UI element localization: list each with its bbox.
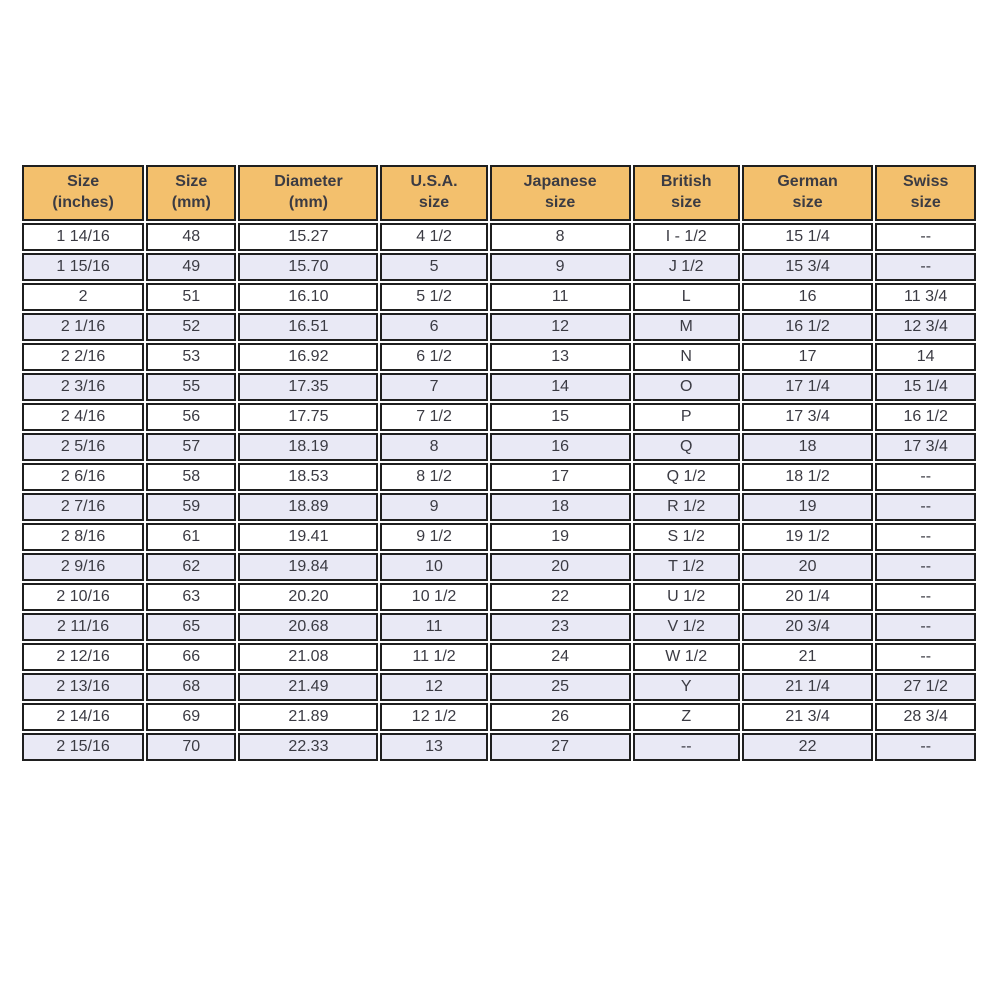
cell-swiss-size: -- [875,613,976,641]
cell-diameter-mm: 17.75 [238,403,378,431]
cell-u-s-a-size: 4 1/2 [380,223,487,251]
table-row [22,253,976,281]
cell-german-size: 21 [742,643,874,671]
cell-german-size: 15 1/4 [742,223,874,251]
cell-swiss-size: 11 3/4 [875,283,976,311]
cell-u-s-a-size: 7 [380,373,487,401]
table-row [22,403,976,431]
cell-diameter-mm: 16.92 [238,343,378,371]
cell-german-size: 17 [742,343,874,371]
cell-size-inches: 2 12/16 [22,643,144,671]
cell-japanese-size: 23 [490,613,631,641]
cell-u-s-a-size: 11 [380,613,487,641]
cell-u-s-a-size: 10 [380,553,487,581]
cell-size-mm: 69 [146,703,236,731]
cell-size-mm: 61 [146,523,236,551]
cell-british-size: P [633,403,740,431]
column-header-japanese-size [490,165,631,221]
ring-size-conversion-table [20,163,978,763]
cell-size-mm: 49 [146,253,236,281]
cell-size-inches: 2 6/16 [22,463,144,491]
table-row [22,493,976,521]
column-header-u-s-a-size [380,165,487,221]
column-header-size-inches [22,165,144,221]
cell-swiss-size: -- [875,643,976,671]
column-header-line: size [418,194,450,211]
cell-swiss-size: -- [875,553,976,581]
cell-diameter-mm: 21.89 [238,703,378,731]
cell-swiss-size: -- [875,223,976,251]
cell-size-mm: 52 [146,313,236,341]
cell-british-size: L [633,283,740,311]
cell-german-size: 16 1/2 [742,313,874,341]
cell-swiss-size: -- [875,493,976,521]
cell-size-inches: 2 11/16 [22,613,144,641]
cell-diameter-mm: 19.84 [238,553,378,581]
cell-size-inches: 2 1/16 [22,313,144,341]
cell-size-inches: 1 15/16 [22,253,144,281]
column-header-size-mm [146,165,236,221]
cell-size-mm: 53 [146,343,236,371]
cell-u-s-a-size: 12 [380,673,487,701]
cell-diameter-mm: 17.35 [238,373,378,401]
cell-swiss-size: 15 1/4 [875,373,976,401]
cell-u-s-a-size: 9 [380,493,487,521]
cell-size-inches: 2 14/16 [22,703,144,731]
cell-size-mm: 57 [146,433,236,461]
cell-u-s-a-size: 9 1/2 [380,523,487,551]
cell-british-size: T 1/2 [633,553,740,581]
cell-diameter-mm: 15.70 [238,253,378,281]
column-header-line: Swiss [903,173,949,191]
cell-u-s-a-size: 10 1/2 [380,583,487,611]
cell-japanese-size: 16 [490,433,631,461]
cell-size-mm: 58 [146,463,236,491]
header-row [22,165,976,221]
cell-diameter-mm: 16.51 [238,313,378,341]
table-row [22,673,976,701]
column-header-line: size [910,194,941,211]
table-row [22,433,976,461]
cell-u-s-a-size: 6 [380,313,487,341]
cell-size-inches: 2 15/16 [22,733,144,761]
cell-german-size: 15 3/4 [742,253,874,281]
cell-size-mm: 59 [146,493,236,521]
cell-german-size: 20 1/4 [742,583,874,611]
cell-german-size: 20 [742,553,874,581]
cell-british-size: Q [633,433,740,461]
column-header-line: British [660,173,712,191]
column-header-line: (inches) [52,194,114,211]
table-row [22,313,976,341]
cell-size-mm: 65 [146,613,236,641]
table-row [22,613,976,641]
cell-japanese-size: 14 [490,373,631,401]
cell-diameter-mm: 16.10 [238,283,378,311]
cell-german-size: 19 [742,493,874,521]
cell-japanese-size: 20 [490,553,631,581]
table-body [22,223,976,761]
cell-british-size: N [633,343,740,371]
cell-size-inches: 2 10/16 [22,583,144,611]
table-row [22,703,976,731]
cell-swiss-size: 28 3/4 [875,703,976,731]
cell-british-size: V 1/2 [633,613,740,641]
cell-british-size: U 1/2 [633,583,740,611]
column-header-line: Japanese [523,173,597,191]
cell-german-size: 16 [742,283,874,311]
cell-british-size: O [633,373,740,401]
column-header-line: (mm) [171,194,211,211]
cell-german-size: 17 3/4 [742,403,874,431]
cell-german-size: 21 3/4 [742,703,874,731]
cell-swiss-size: -- [875,583,976,611]
cell-british-size: -- [633,733,740,761]
cell-british-size: R 1/2 [633,493,740,521]
cell-u-s-a-size: 13 [380,733,487,761]
column-header-line: German [777,173,838,191]
cell-u-s-a-size: 5 1/2 [380,283,487,311]
table-row [22,223,976,251]
table-row [22,373,976,401]
cell-u-s-a-size: 11 1/2 [380,643,487,671]
cell-swiss-size: 12 3/4 [875,313,976,341]
cell-size-inches: 2 5/16 [22,433,144,461]
table-row [22,553,976,581]
cell-german-size: 18 [742,433,874,461]
column-header-line: size [792,194,823,211]
cell-british-size: Z [633,703,740,731]
cell-diameter-mm: 20.20 [238,583,378,611]
cell-german-size: 18 1/2 [742,463,874,491]
cell-swiss-size: -- [875,253,976,281]
cell-diameter-mm: 15.27 [238,223,378,251]
cell-japanese-size: 15 [490,403,631,431]
table-header [22,165,976,221]
cell-german-size: 20 3/4 [742,613,874,641]
cell-swiss-size: 27 1/2 [875,673,976,701]
cell-swiss-size: -- [875,463,976,491]
table-row [22,343,976,371]
cell-diameter-mm: 19.41 [238,523,378,551]
cell-british-size: J 1/2 [633,253,740,281]
cell-diameter-mm: 18.89 [238,493,378,521]
column-header-line: U.S.A. [410,173,458,191]
cell-u-s-a-size: 8 1/2 [380,463,487,491]
cell-japanese-size: 24 [490,643,631,671]
column-header-swiss-size [875,165,976,221]
cell-size-inches: 2 [22,283,144,311]
column-header-german-size [742,165,874,221]
column-header-line: size [545,194,576,211]
cell-u-s-a-size: 6 1/2 [380,343,487,371]
table-row [22,523,976,551]
cell-size-inches: 2 3/16 [22,373,144,401]
cell-german-size: 19 1/2 [742,523,874,551]
cell-japanese-size: 19 [490,523,631,551]
cell-size-mm: 55 [146,373,236,401]
column-header-diameter-mm [238,165,378,221]
cell-swiss-size: -- [875,733,976,761]
cell-diameter-mm: 21.49 [238,673,378,701]
cell-diameter-mm: 20.68 [238,613,378,641]
cell-size-inches: 2 2/16 [22,343,144,371]
cell-british-size: Y [633,673,740,701]
cell-size-inches: 2 13/16 [22,673,144,701]
cell-german-size: 17 1/4 [742,373,874,401]
table-row [22,733,976,761]
cell-british-size: Q 1/2 [633,463,740,491]
column-header-line: (mm) [288,194,328,211]
cell-japanese-size: 26 [490,703,631,731]
cell-size-inches: 2 9/16 [22,553,144,581]
table-row [22,463,976,491]
cell-size-mm: 66 [146,643,236,671]
cell-swiss-size: -- [875,523,976,551]
cell-german-size: 22 [742,733,874,761]
column-header-line: size [671,194,702,211]
cell-german-size: 21 1/4 [742,673,874,701]
cell-swiss-size: 16 1/2 [875,403,976,431]
column-header-line: Size [67,173,100,191]
cell-british-size: M [633,313,740,341]
cell-japanese-size: 9 [490,253,631,281]
column-header-line: Size [175,173,208,191]
table-row [22,643,976,671]
cell-british-size: S 1/2 [633,523,740,551]
cell-japanese-size: 22 [490,583,631,611]
cell-japanese-size: 27 [490,733,631,761]
cell-japanese-size: 13 [490,343,631,371]
cell-japanese-size: 8 [490,223,631,251]
cell-diameter-mm: 18.53 [238,463,378,491]
cell-british-size: W 1/2 [633,643,740,671]
cell-swiss-size: 17 3/4 [875,433,976,461]
cell-diameter-mm: 21.08 [238,643,378,671]
cell-size-mm: 48 [146,223,236,251]
cell-japanese-size: 12 [490,313,631,341]
cell-size-mm: 62 [146,553,236,581]
cell-size-mm: 68 [146,673,236,701]
cell-diameter-mm: 22.33 [238,733,378,761]
cell-size-inches: 1 14/16 [22,223,144,251]
cell-size-inches: 2 7/16 [22,493,144,521]
cell-british-size: I - 1/2 [633,223,740,251]
cell-size-mm: 63 [146,583,236,611]
cell-u-s-a-size: 8 [380,433,487,461]
table-row [22,283,976,311]
column-header-british-size [633,165,740,221]
cell-swiss-size: 14 [875,343,976,371]
table-row [22,583,976,611]
cell-u-s-a-size: 7 1/2 [380,403,487,431]
column-header-line: Diameter [274,173,343,191]
cell-u-s-a-size: 5 [380,253,487,281]
cell-japanese-size: 18 [490,493,631,521]
cell-size-inches: 2 8/16 [22,523,144,551]
cell-size-mm: 56 [146,403,236,431]
cell-diameter-mm: 18.19 [238,433,378,461]
cell-japanese-size: 17 [490,463,631,491]
cell-size-inches: 2 4/16 [22,403,144,431]
cell-size-mm: 70 [146,733,236,761]
cell-japanese-size: 11 [490,283,631,311]
cell-u-s-a-size: 12 1/2 [380,703,487,731]
cell-size-mm: 51 [146,283,236,311]
cell-japanese-size: 25 [490,673,631,701]
